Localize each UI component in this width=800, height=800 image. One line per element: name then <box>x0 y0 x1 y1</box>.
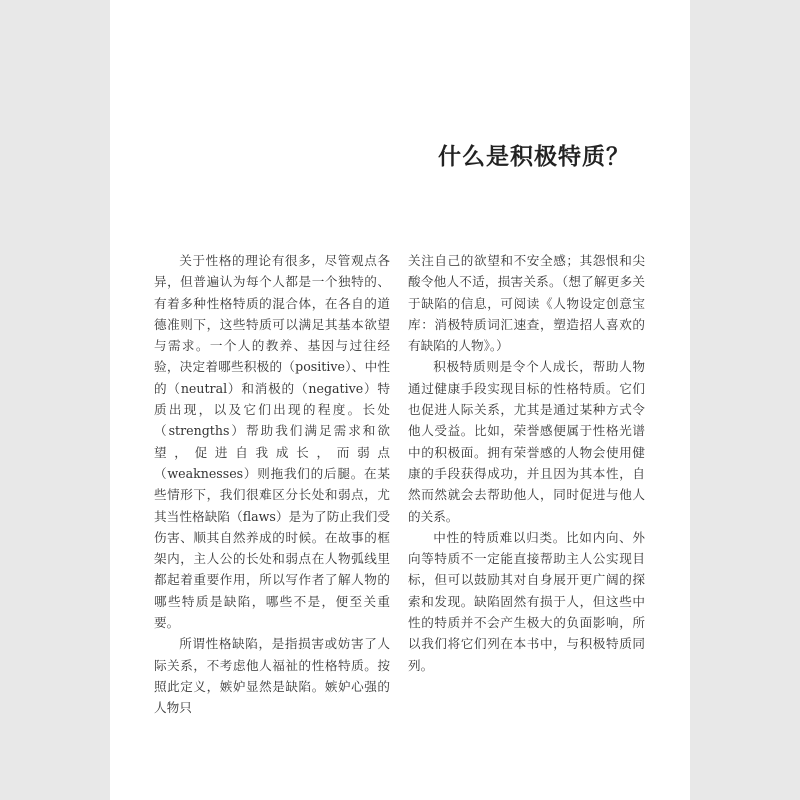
book-page <box>110 0 690 800</box>
right-column <box>408 250 645 676</box>
paragraph: 关于性格的理论有很多，尽管观点各异，但普遍认为每个人都是一个独特的、有着多种性格特质的混合体，在各自的道德准则下，这些特质可以满足其基本欲望与需求。一个人的教养、基因与过往经验，决定着哪些积极的（positive）、中性的（neutral）和消极的（negative）特质出现，以及它们出现的程度。长处（strengths）帮助我们满足需求和欲望，促进自我成长，而弱点（weaknesses）则拖我们的后腿。在某些情形下，我们很难区分长处和弱点，尤其当性格缺陷（flaws）是为了防止我们受伤害、顺其自然养成的时候。在故事的框架内，主人公的长处和弱点在人物弧线里都起着重要作用，所以写作者了解人物的哪些特质是缺陷，哪些不是，便至关重要。 <box>154 253 390 631</box>
paragraph: 中性的特质难以归类。比如内向、外向等特质不一定能直接帮助主人公实现目标，但可以鼓励其对自身展开更广阔的探索和发现。缺陷固然有损于人，但这些中性的特质并不会产生极大的负面影响，所以我们将它们列在本书中，与积极特质同列。 <box>408 529 645 673</box>
page-title: 什么是积极特质？ <box>438 144 630 170</box>
left-column <box>154 250 390 719</box>
paragraph: 所谓性格缺陷，是指损害或妨害了人际关系，不考虑他人福祉的性格特质。按照此定义，嫉妒显然是缺陷。嫉妒心强的人物只 <box>154 636 390 716</box>
paragraph-continued: 关注自己的欲望和不安全感；其怨恨和尖酸令他人不适，损害关系。（想了解更多关于缺陷的信息，可阅读《人物设定创意宝库：消极特质词汇速查，塑造招人喜欢的有缺陷的人物》。） <box>408 253 645 354</box>
paragraph: 积极特质则是令个人成长，帮助人物通过健康手段实现目标的性格特质。它们也促进人际关系，尤其是通过某种方式令他人受益。比如，荣誉感便属于性格光谱中的积极面。拥有荣誉感的人物会使用健康的手段获得成功，并且因为其本性，自然而然就会去帮助他人，同时促进与他人的关系。 <box>408 359 645 524</box>
